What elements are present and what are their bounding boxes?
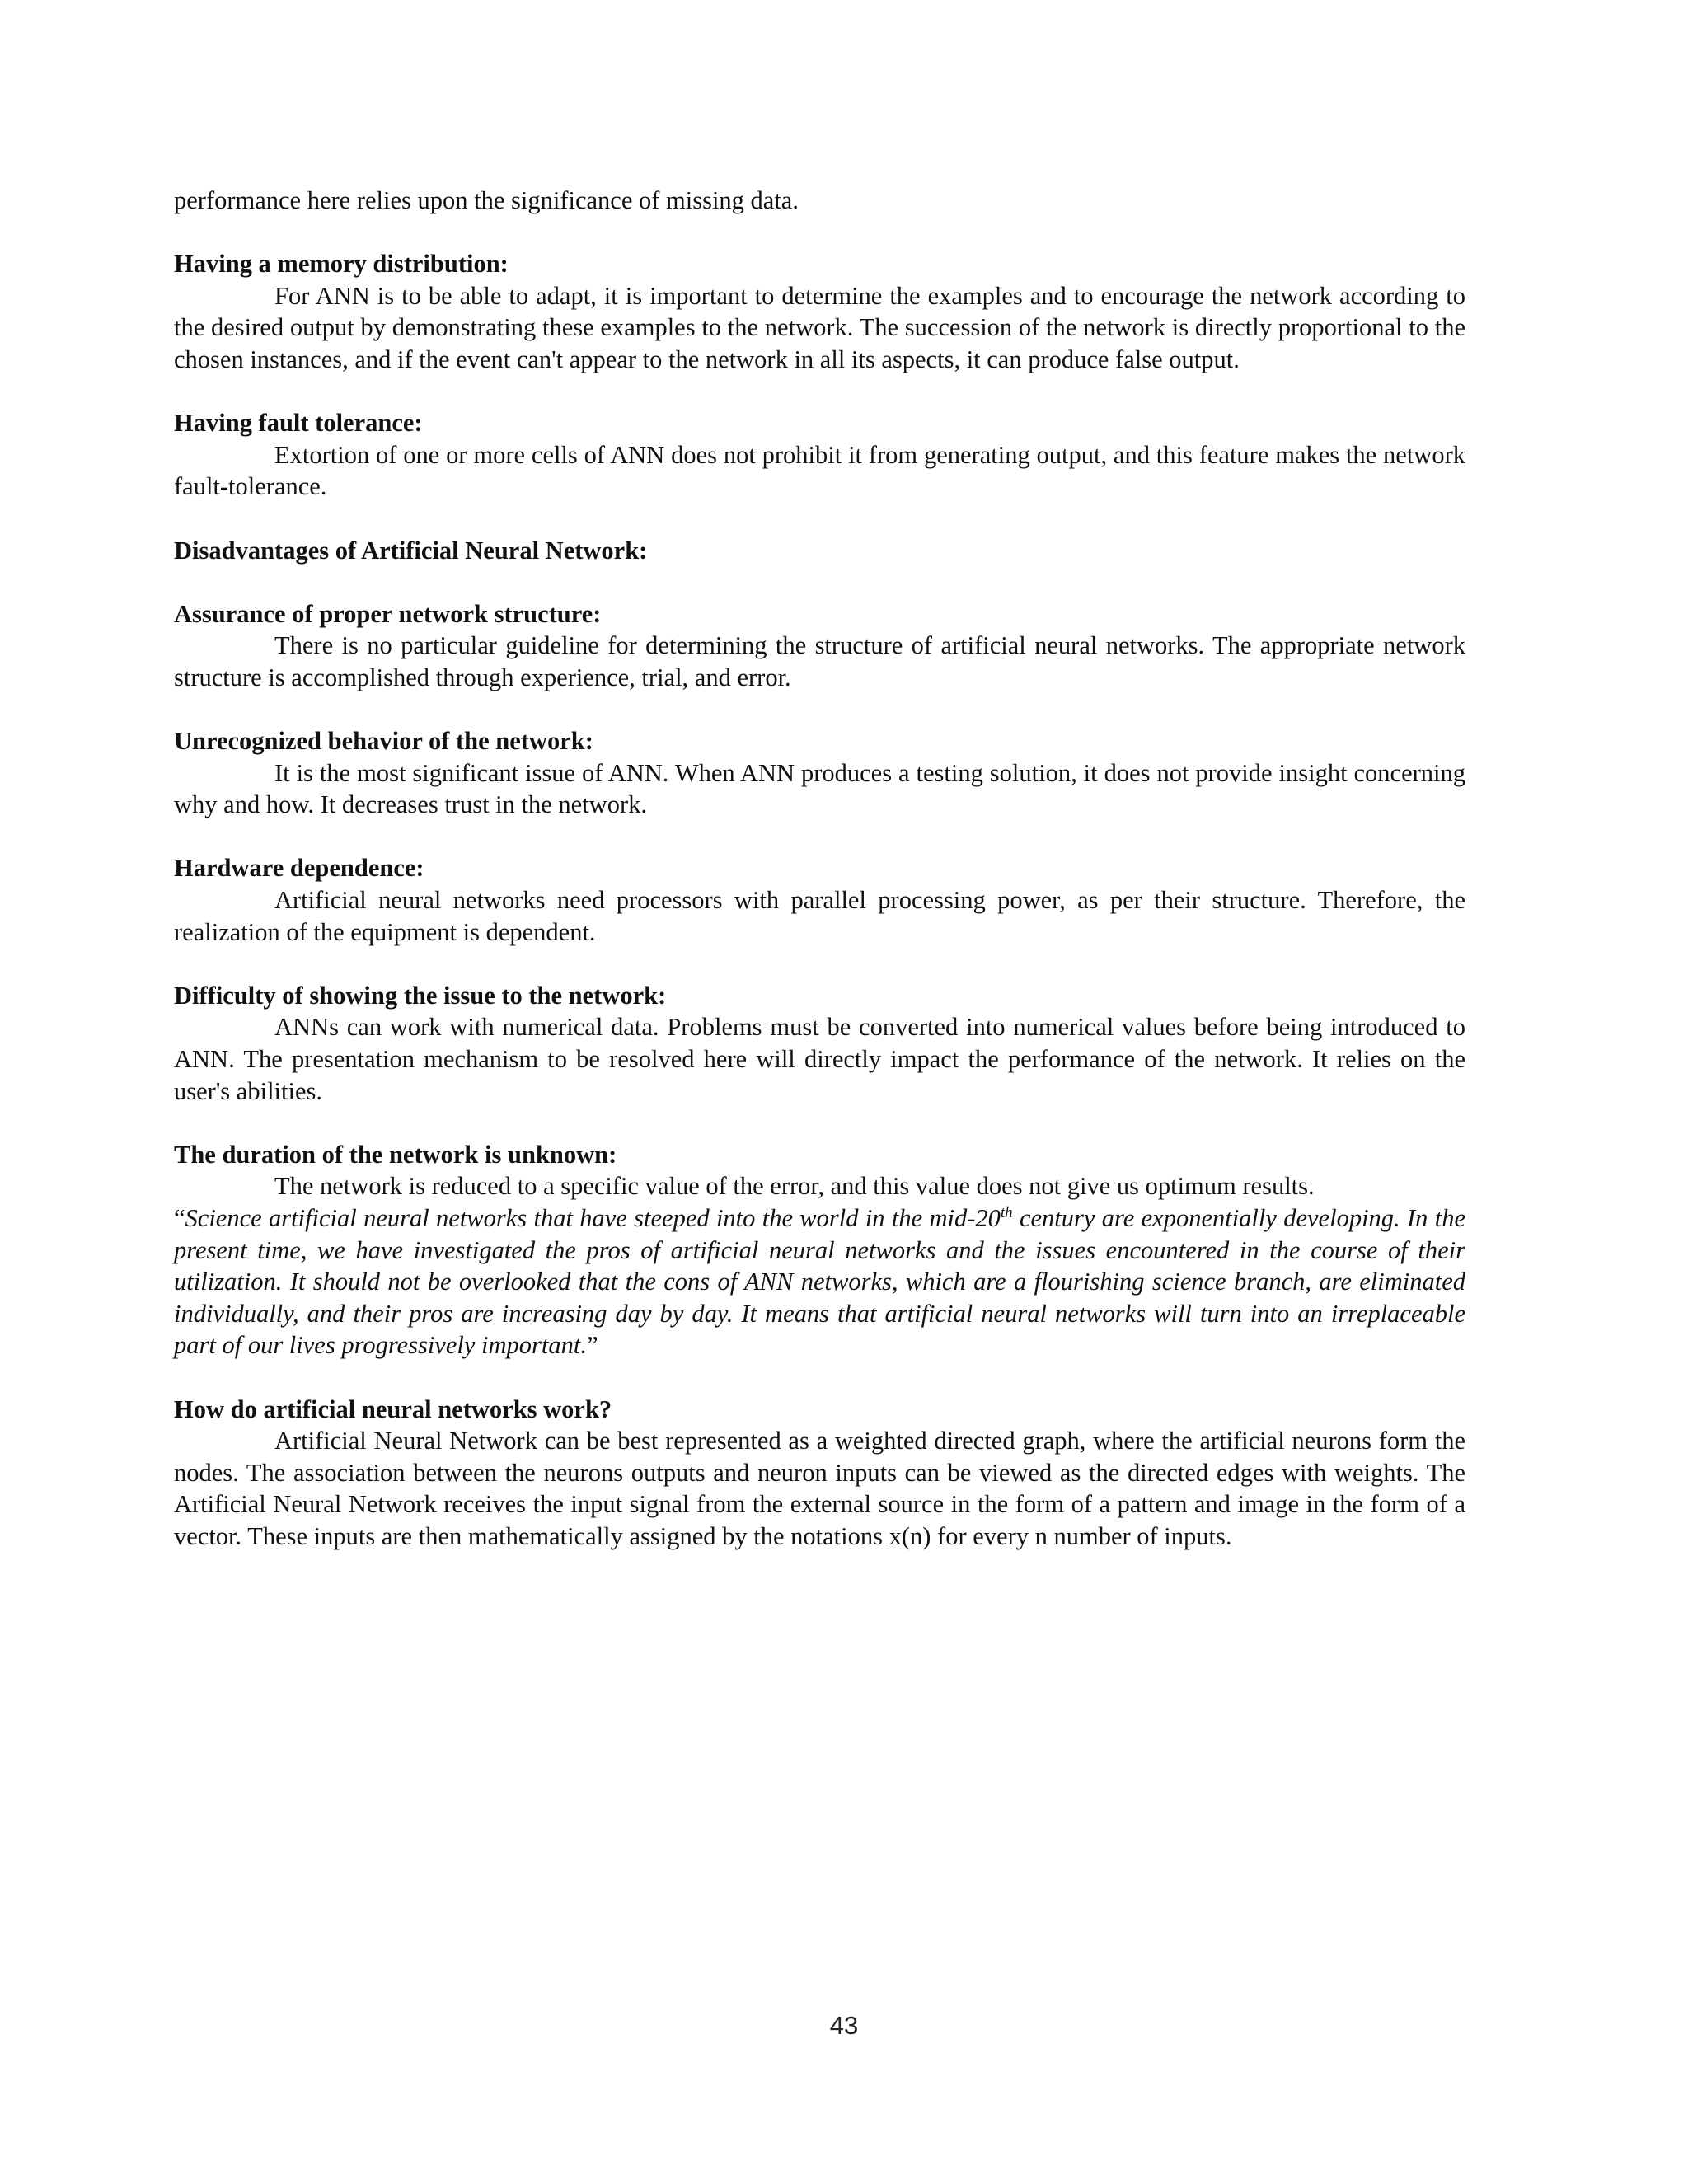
- paragraph-unrecognized-behavior: It is the most significant issue of ANN. When ANN produces a testing solution, it does not provide insight concerning why and how. It decreases trust in the network.: [174, 758, 1465, 819]
- heading-unrecognized-behavior: Unrecognized behavior of the network:: [174, 727, 593, 756]
- paragraph-difficulty-showing-issue: ANNs can work with numerical data. Problems must be converted into numerical values before being introduced to ANN. The presentation mechanism to be resolved here will directly impact the performance of the network. It relies on the user's abilities.: [174, 1013, 1465, 1105]
- opening-line: performance here relies upon the significance of missing data.: [174, 186, 799, 214]
- heading-difficulty-showing-issue: Difficulty of showing the issue to the network:: [174, 981, 667, 1010]
- paragraph-fault-tolerance: Extortion of one or more cells of ANN does not prohibit it from generating output, and this feature makes the network fault-tolerance.: [174, 440, 1465, 501]
- italic-quote: [174, 1202, 1465, 1361]
- paragraph-hardware-dependence: Artificial neural networks need processors with parallel processing power, as per their structure. Therefore, the realization of the equipment is dependent.: [174, 886, 1465, 946]
- paragraph-how-ann-work: Artificial Neural Network can be best represented as a weighted directed graph, where the artificial neurons form the nodes. The association between the neurons outputs and neuron inputs can be viewed as the directed edges with weights. The Artificial Neural Network receives the input signal from the external source in the form of a pattern and image in the form of a vector. These inputs are then mathematically assigned by the notations x(n) for every n number of inputs.: [174, 1427, 1465, 1550]
- heading-network-structure: Assurance of proper network structure:: [174, 599, 602, 628]
- quote-text-part-2: century are exponentially developing. In the present time, we have investigated the pros of artificial neural networks and the issues encountered in the course of their utilization. It should not be overlooked that the cons of ANN networks, which are a flourishing science branch, are eliminated individually, and their pros are increasing day by day. It means that artificial neural networks will turn into an irreplaceable part of our lives progressively important.: [174, 1204, 1465, 1360]
- paragraph-duration-unknown: The network is reduced to a specific value of the error, and this value does not give us optimum results.: [274, 1172, 1315, 1201]
- heading-hardware-dependence: Hardware dependence:: [174, 854, 424, 883]
- quote-close-mark: ”: [586, 1331, 598, 1360]
- document-page: [174, 185, 1465, 1553]
- heading-disadvantages: Disadvantages of Artificial Neural Network:: [174, 536, 648, 565]
- paragraph-memory-distribution: For ANN is to be able to adapt, it is important to determine the examples and to encourage the network according to the desired output by demonstrating these examples to the network. The succession of the network is directly proportional to the chosen instances, and if the event can't appear to the network in all its aspects, it can produce false output.: [174, 281, 1465, 373]
- heading-memory-distribution: Having a memory distribution:: [174, 250, 509, 279]
- paragraph-network-structure: There is no particular guideline for determining the structure of artificial neural networks. The appropriate network structure is accomplished through experience, trial, and error.: [174, 631, 1465, 691]
- quote-superscript: th: [1000, 1203, 1013, 1221]
- quote-text-part-1: Science artificial neural networks that have steeped into the world in the mid-20: [185, 1204, 1001, 1232]
- page-number: 43: [829, 2011, 859, 2040]
- heading-fault-tolerance: Having fault tolerance:: [174, 409, 423, 438]
- heading-duration-unknown: The duration of the network is unknown:: [174, 1140, 617, 1169]
- quote-open-mark: “: [174, 1204, 185, 1232]
- heading-how-ann-work: How do artificial neural networks work?: [174, 1394, 612, 1423]
